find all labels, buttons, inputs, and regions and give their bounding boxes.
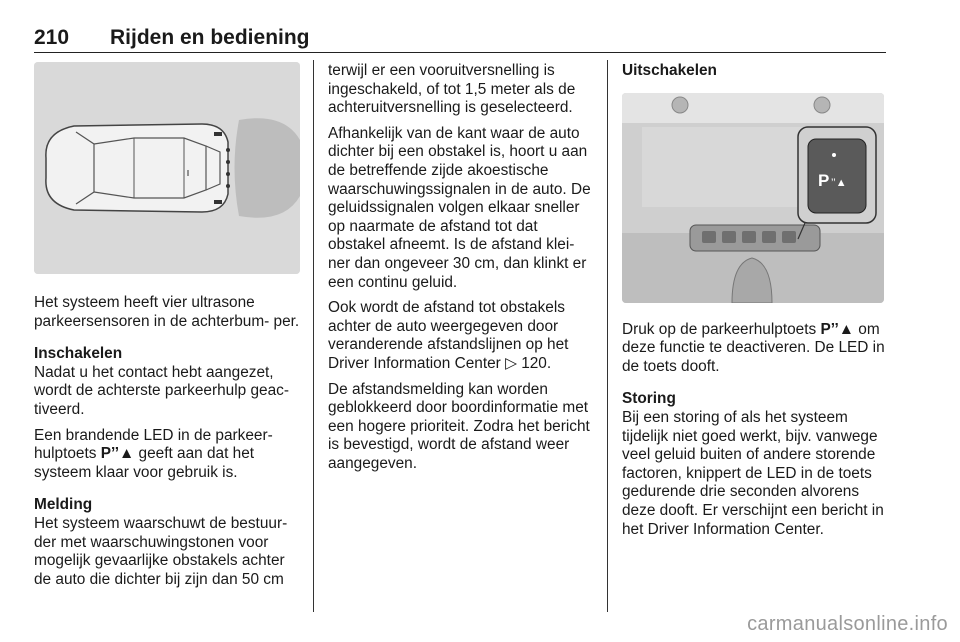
dashboard-console-icon	[622, 93, 884, 303]
uitschakelen-text-a: Druk op de parkeerhulptoets	[622, 320, 821, 338]
melding-paragraph-1: Het systeem waarschuwt de bestuur- der met waarschuwingstonen voor mogelijk gevaarlijke obstakels achter de auto die dichter bij zijn dan 50 cm	[34, 514, 288, 588]
inschakelen-text-a: Een brandende LED in de parkeer- hulptoets	[34, 426, 273, 463]
col2-paragraph-1: terwijl er een vooruitversnelling is ingeschakeld, of tot 1,5 meter als de achteruitversnelling is geselecteerd.	[328, 62, 576, 117]
page-ref-triangle-icon: ▷	[505, 354, 522, 372]
column-1	[34, 62, 300, 596]
section-heading-uitschakelen: Uitschakelen	[622, 62, 717, 79]
svg-text:’’▲: ’’▲	[831, 176, 847, 189]
column-2	[328, 62, 594, 480]
inschakelen-text-b: geeft aan dat het systeem klaar voor gebruik is.	[34, 445, 255, 481]
col2-p3-text-b: .	[546, 354, 552, 372]
col2-paragraph-2: Afhankelijk van de kant waar de auto dichter bij een obstakel is, hoort u aan de betreffende zijde akoestische waarschuwingssignalen in de auto. De geluidssignalen volgen elkaar sneller op naarmate de afstand tot dat obstakel afneemt. Is de afstand klei- ner dan ongeveer 30 cm, dan klinkt er een continu geluid.	[328, 124, 591, 291]
parking-assist-icon: P’’▲	[100, 445, 135, 463]
col2-p3-text-a: Ook wordt de afstand tot obstakels achter de auto weergegeven door veranderende afstandslijnen op het Driver Information Center	[328, 299, 569, 372]
page-number: 210	[34, 26, 70, 49]
column-divider	[607, 60, 608, 612]
column-divider	[313, 60, 314, 612]
inschakelen-paragraph-1: Nadat u het contact hebt aangezet, wordt de achterste parkeerhulp geac- tiveerd.	[34, 363, 289, 418]
column-3	[622, 62, 888, 546]
section-heading-inschakelen: Inschakelen	[34, 345, 123, 363]
page-title: Rijden en bediening	[110, 26, 310, 49]
page-ref-number[interactable]: 120	[521, 354, 547, 372]
uitschakelen-text-b: om deze functie te deactiveren. De LED in de toets dooft.	[622, 320, 885, 375]
car-sensor-illustration	[34, 62, 300, 274]
uitschakelen-paragraph-1	[622, 321, 888, 377]
col2-paragraph-3	[328, 299, 594, 373]
intro-paragraph: Het systeem heeft vier ultrasone parkeersensoren in de achterbum- per.	[34, 294, 300, 330]
storing-paragraph-1: Bij een storing of als het systeem tijdelijk niet goed werkt, bijv. vanwege veel geluid buiten of andere storende factoren, knippert de LED in de toets gedurende drie seconden alvorens deze dooft. Er verschijnt een bericht in het Driver Information Center.	[622, 408, 884, 538]
watermark: carmanualsonline.info	[747, 613, 948, 635]
parking-button-photo	[622, 93, 884, 303]
svg-text:P: P	[818, 170, 830, 190]
section-heading-melding: Melding	[34, 496, 93, 514]
col2-paragraph-4: De afstandsmelding kan worden geblokkeerd door boordinformatie met een hogere prioriteit. Zodra het bericht is bevestigd, wordt de afstand weer aangegeven.	[328, 380, 590, 472]
inschakelen-paragraph-2	[34, 427, 300, 483]
page-header	[34, 24, 886, 53]
parking-assist-icon: P’’▲	[820, 320, 854, 338]
section-heading-storing: Storing	[622, 390, 676, 408]
car-top-view-icon	[34, 62, 300, 274]
